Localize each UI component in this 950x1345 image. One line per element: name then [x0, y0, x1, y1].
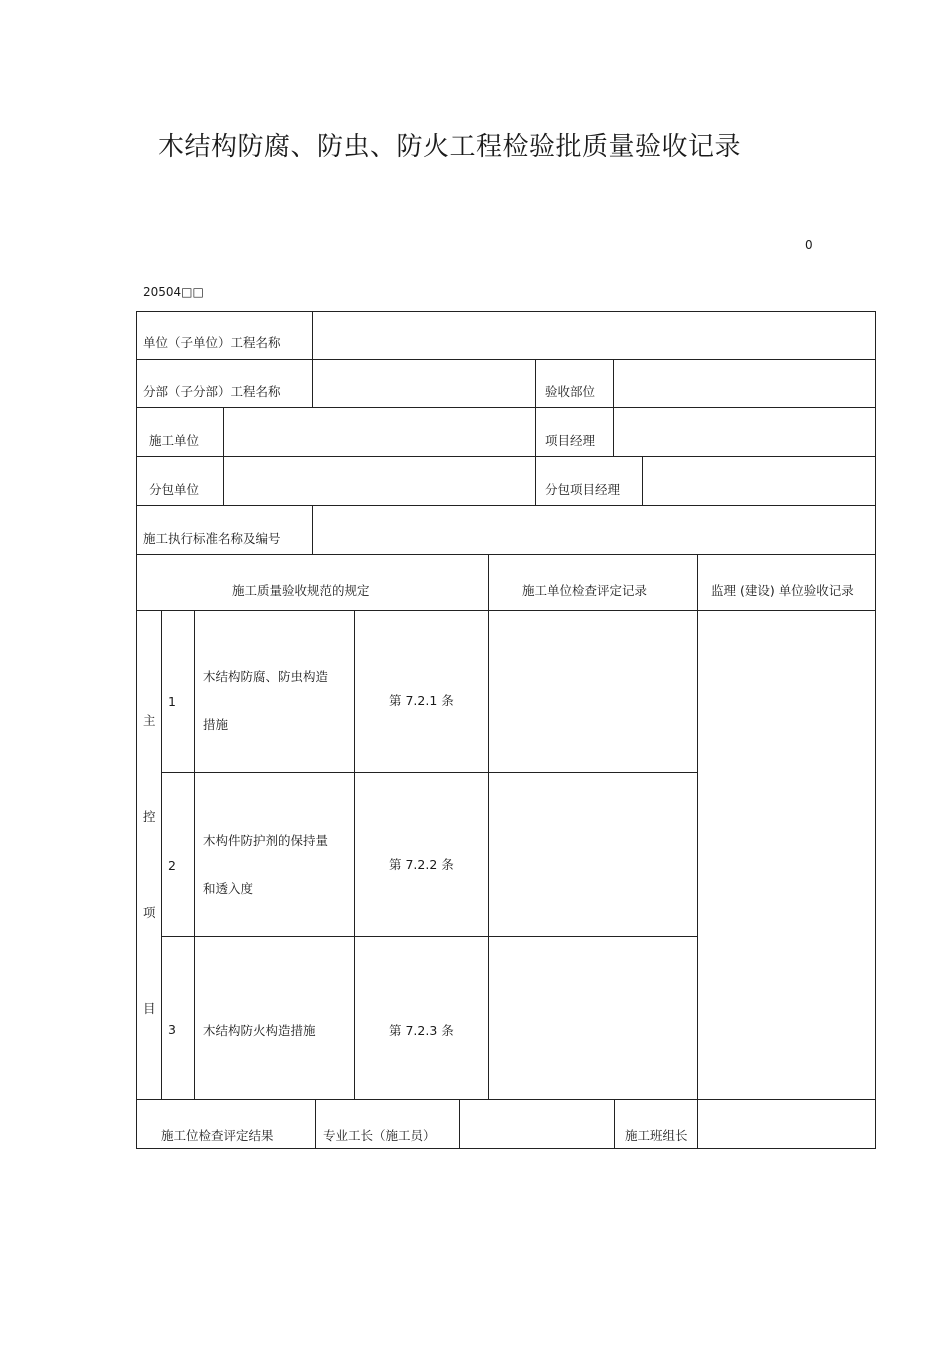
item-number: 2 — [168, 858, 176, 873]
spec-column-header: 施工质量验收规范的规定 — [232, 583, 370, 598]
row-divider — [136, 456, 876, 457]
column-divider — [535, 359, 536, 407]
column-divider — [614, 1099, 615, 1149]
row-divider — [136, 1099, 876, 1100]
team-leader-label: 施工班组长 — [625, 1128, 688, 1143]
item-clause: 第 7.2.1 条 — [389, 693, 454, 708]
contractor-record-header: 施工单位检查评定记录 — [522, 583, 648, 598]
column-divider — [223, 456, 224, 505]
item-description-cont: 和透入度 — [203, 881, 254, 896]
form-code: 20504□□ — [143, 285, 204, 299]
column-divider — [161, 610, 162, 1099]
column-divider — [697, 554, 698, 1099]
construction-unit-label: 施工单位 — [149, 433, 200, 448]
item-number: 1 — [168, 694, 176, 709]
row-divider — [136, 610, 876, 611]
column-divider — [312, 359, 313, 407]
row-divider — [161, 772, 698, 773]
column-divider — [535, 407, 536, 456]
row-divider — [136, 505, 876, 506]
project-name-label: 单位（子单位）工程名称 — [143, 335, 281, 350]
column-divider — [535, 456, 536, 505]
item-description-cont: 措施 — [203, 717, 229, 732]
supervisor-record-header: 监理 (建设) 单位验收记录 — [711, 583, 854, 598]
acceptance-part-label: 验收部位 — [545, 384, 596, 399]
subcontractor-label: 分包单位 — [149, 482, 200, 497]
column-divider — [312, 505, 313, 554]
row-divider — [161, 936, 698, 937]
page-number: 0 — [805, 238, 813, 252]
column-divider — [459, 1099, 460, 1149]
column-divider — [194, 610, 195, 1099]
row-divider — [136, 554, 876, 555]
row-divider — [136, 359, 876, 360]
column-divider — [354, 610, 355, 1099]
item-description: 木结构防腐、防虫构造 — [203, 669, 329, 684]
column-divider — [223, 407, 224, 456]
main-control-label-char: 主 — [143, 713, 156, 728]
column-divider — [697, 1099, 698, 1149]
result-label: 施工位检查评定结果 — [161, 1128, 274, 1143]
item-description: 木构件防护剂的保持量 — [203, 833, 329, 848]
item-clause: 第 7.2.2 条 — [389, 857, 454, 872]
item-clause: 第 7.2.3 条 — [389, 1023, 454, 1038]
main-control-label-char: 目 — [143, 1001, 156, 1016]
column-divider — [613, 407, 614, 456]
standard-label: 施工执行标准名称及编号 — [143, 531, 281, 546]
column-divider — [613, 359, 614, 407]
page-title: 木结构防腐、防虫、防火工程检验批质量验收记录 — [158, 132, 742, 162]
subproject-name-label: 分部（子分部）工程名称 — [143, 384, 281, 399]
row-divider — [136, 407, 876, 408]
column-divider — [488, 554, 489, 1099]
item-description: 木结构防火构造措施 — [203, 1023, 316, 1038]
column-divider — [312, 311, 313, 359]
main-control-label-char: 控 — [143, 809, 156, 824]
item-number: 3 — [168, 1022, 176, 1037]
main-control-label-char: 项 — [143, 905, 156, 920]
foreman-label: 专业工长（施工员） — [323, 1128, 436, 1143]
column-divider — [315, 1099, 316, 1149]
project-manager-label: 项目经理 — [545, 433, 596, 448]
column-divider — [642, 456, 643, 505]
subcontract-manager-label: 分包项目经理 — [545, 482, 621, 497]
